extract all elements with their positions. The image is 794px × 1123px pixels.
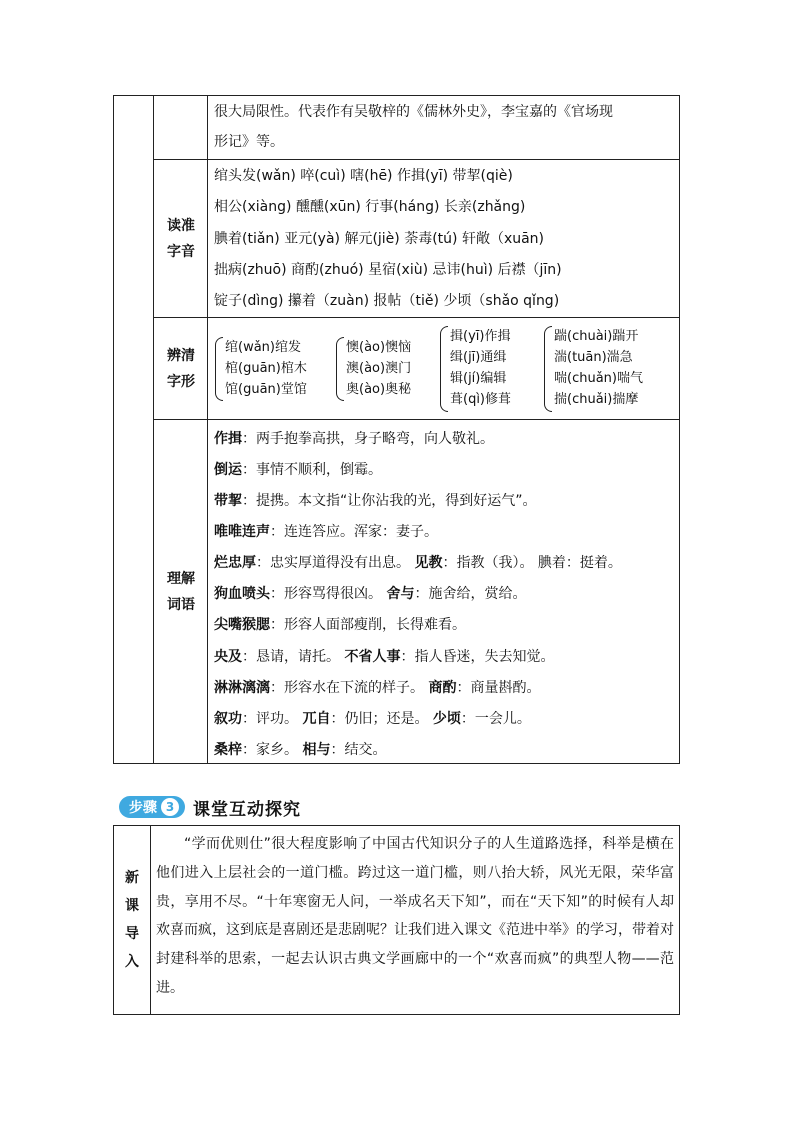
intro-continuation-line-1: 很大局限性。代表作有吴敬梓的《儒林外史》，李宝嘉的《官场现 xyxy=(214,104,613,120)
vocab-definition: ：事情不顺利，倒霉。 xyxy=(242,462,382,478)
glyph-group-4 xyxy=(544,326,643,410)
vocab-definition: ：形容骂得很凶。 xyxy=(270,586,387,602)
glyph-group-3 xyxy=(440,326,511,410)
vocab-label-bottom: 词语 xyxy=(167,596,195,613)
glyph-item: 喘(chuǎn)喘气 xyxy=(554,371,643,386)
pronunciation-label xyxy=(154,160,208,317)
vocab-term: 尖嘴猴腮 xyxy=(214,617,270,633)
step-badge-label: 步骤 xyxy=(129,800,157,816)
vocab-line-1 xyxy=(214,429,494,449)
pronunciation-line-5: 锭子(dìng) 攥着（zuàn) 报帖（tiě) 少顷（shǎo qǐng) xyxy=(214,293,560,309)
vocab-label-top: 理解 xyxy=(167,570,195,587)
pronunciation-line-3: 腆着(tiǎn) 亚元(yà) 解元(jiè) 荼毒(tú) 轩敞（xuān) xyxy=(214,231,545,247)
new-lesson-intro-table xyxy=(113,825,680,1015)
glyph-item: 揖(yī)作揖 xyxy=(450,329,511,344)
vocab-definition: ：仍旧；还是。 xyxy=(330,711,433,727)
vocab-term: 叙功 xyxy=(214,711,242,727)
pronunciation-line-2: 相公(xiàng) 醺醺(xūn) 行事(háng) 长亲(zhǎng) xyxy=(214,199,526,215)
glyph-item: 懊(ào)懊恼 xyxy=(346,340,412,355)
row-divider-2 xyxy=(153,317,679,318)
vocab-line-10 xyxy=(214,709,531,729)
vocab-definition: ：两手抱拳高拱，身子略弯，向人敬礼。 xyxy=(242,431,494,447)
pronunciation-label-bottom: 字音 xyxy=(167,243,195,260)
pronunciation-line-4: 拙病(zhuō) 商酌(zhuó) 星宿(xiù) 忌讳(huì) 后襟（jīn) xyxy=(214,262,562,278)
vocab-term: 不省人事 xyxy=(344,649,401,665)
vocab-term: 狗血喷头 xyxy=(214,586,270,602)
vocab-definition: ：连连答应。浑家：妻子。 xyxy=(270,524,438,540)
vocab-line-11 xyxy=(214,740,386,760)
vocab-term: 见教 xyxy=(414,555,443,571)
vocab-term: 作揖 xyxy=(214,431,242,447)
glyph-item: 葺(qì)修葺 xyxy=(450,392,512,407)
vocab-line-3 xyxy=(214,491,537,511)
vocab-definition: ：提携。本文指“让你沾我的光，得到好运气”。 xyxy=(242,493,537,509)
intro-label-char: 新 xyxy=(125,870,139,886)
glyph-item: 湍(tuān)湍急 xyxy=(554,350,633,365)
brace-icon xyxy=(544,326,552,412)
glyph-item: 澳(ào)澳门 xyxy=(346,361,412,376)
vocab-label xyxy=(154,420,208,763)
glyph-group-1 xyxy=(215,337,307,400)
section-title: 课堂互动探究 xyxy=(193,799,301,820)
row-divider-3 xyxy=(153,419,679,420)
vocab-definition: ：形容人面部瘦削，长得难看。 xyxy=(270,617,466,633)
vocab-line-9 xyxy=(214,678,540,698)
vocab-line-2 xyxy=(214,460,382,480)
glyph-item: 奥(ào)奥秘 xyxy=(346,382,412,397)
intro-label xyxy=(114,826,150,1014)
intro-paragraph: “学而优则仕”很大程度影响了中国古代知识分子的人生道路选择，科举是横在他们进入上层社会的一道门槛。跨过这一道门槛，则八抬大轿，风光无限，荣华富贵，享用不尽。“十年寒窗无人问，一举成名天下知”，而在“天下知”的时候有人却欢喜而疯，这到底是喜剧还是悲剧呢？让我们进入课文《范进中举》的学习，带着对封建科举的思索，一起去认识古典文学画廊中的一个“欢喜而疯”的典型人物——范进。 xyxy=(156,836,674,996)
step-number-icon: 3 xyxy=(161,798,179,816)
vocab-definition: ：商量斟酌。 xyxy=(456,680,541,696)
vocab-line-8 xyxy=(214,647,554,667)
glyph-item: 揣(chuǎi)揣摩 xyxy=(554,392,639,407)
vocab-term: 少顷 xyxy=(432,711,461,727)
glyph-item: 踹(chuài)踹开 xyxy=(554,329,639,344)
glyph-item: 缉(jī)通缉 xyxy=(450,350,507,365)
glyph-item: 辑(jí)编辑 xyxy=(450,371,507,386)
vocab-definition: ：指人昏迷，失去知觉。 xyxy=(400,649,555,665)
vocab-term: 兀自 xyxy=(302,711,331,727)
intro-label-char: 导 xyxy=(125,926,139,942)
vocab-line-4 xyxy=(214,522,438,542)
row-divider-1 xyxy=(153,159,679,160)
brace-icon xyxy=(215,337,223,401)
brace-icon xyxy=(336,337,344,401)
glyph-item: 棺(guān)棺木 xyxy=(225,361,307,376)
vocab-term: 烂忠厚 xyxy=(214,555,256,571)
vocab-definition: ：恳请，请托。 xyxy=(242,649,345,665)
vocab-line-6 xyxy=(214,584,526,604)
vocab-line-7 xyxy=(214,615,466,635)
glyph-label xyxy=(154,318,208,419)
vocab-line-5 xyxy=(214,553,622,573)
vocab-definition: ：忠实厚道得没有出息。 xyxy=(256,555,415,571)
intro-col-divider xyxy=(150,826,151,1014)
glyph-group-2 xyxy=(336,337,411,400)
vocab-definition: ：指教（我）。 腆着：挺着。 xyxy=(442,555,622,571)
pronunciation-label-top: 读准 xyxy=(167,217,195,234)
vocab-definition: ：形容水在下流的样子。 xyxy=(270,680,429,696)
vocab-definition: ：施舍给，赏给。 xyxy=(414,586,527,602)
vocab-term: 倒运 xyxy=(214,462,242,478)
vocabulary-table xyxy=(113,95,680,764)
intro-label-char: 课 xyxy=(125,898,139,914)
vocab-term: 带挈 xyxy=(214,493,242,509)
vocab-term: 相与 xyxy=(302,742,331,758)
intro-label-char: 入 xyxy=(125,954,139,970)
brace-icon xyxy=(440,326,448,412)
vocab-term: 舍与 xyxy=(386,586,415,602)
glyph-label-bottom: 字形 xyxy=(167,373,195,390)
vocab-term: 淋淋漓漓 xyxy=(214,680,270,696)
glyph-item: 馆(guān)堂馆 xyxy=(225,382,307,397)
vocab-term: 央及 xyxy=(214,649,242,665)
vocab-definition: ：一会儿。 xyxy=(460,711,531,727)
step-badge xyxy=(119,796,185,818)
glyph-label-top: 辨清 xyxy=(167,347,195,364)
vocab-definition: ：评功。 xyxy=(242,711,303,727)
intro-continuation-line-2: 形记》等。 xyxy=(214,134,284,150)
glyph-item: 绾(wǎn)绾发 xyxy=(225,340,301,355)
vocab-definition: ：家乡。 xyxy=(242,742,303,758)
step-header xyxy=(119,794,301,820)
pronunciation-line-1: 绾头发(wǎn) 啐(cuì) 嗐(hē) 作揖(yī) 带挈(qiè) xyxy=(214,168,513,184)
vocab-definition: ：结交。 xyxy=(330,742,387,758)
vocab-term: 桑梓 xyxy=(214,742,242,758)
vocab-term: 唯唯连声 xyxy=(214,524,270,540)
vocab-term: 商酌 xyxy=(428,680,457,696)
